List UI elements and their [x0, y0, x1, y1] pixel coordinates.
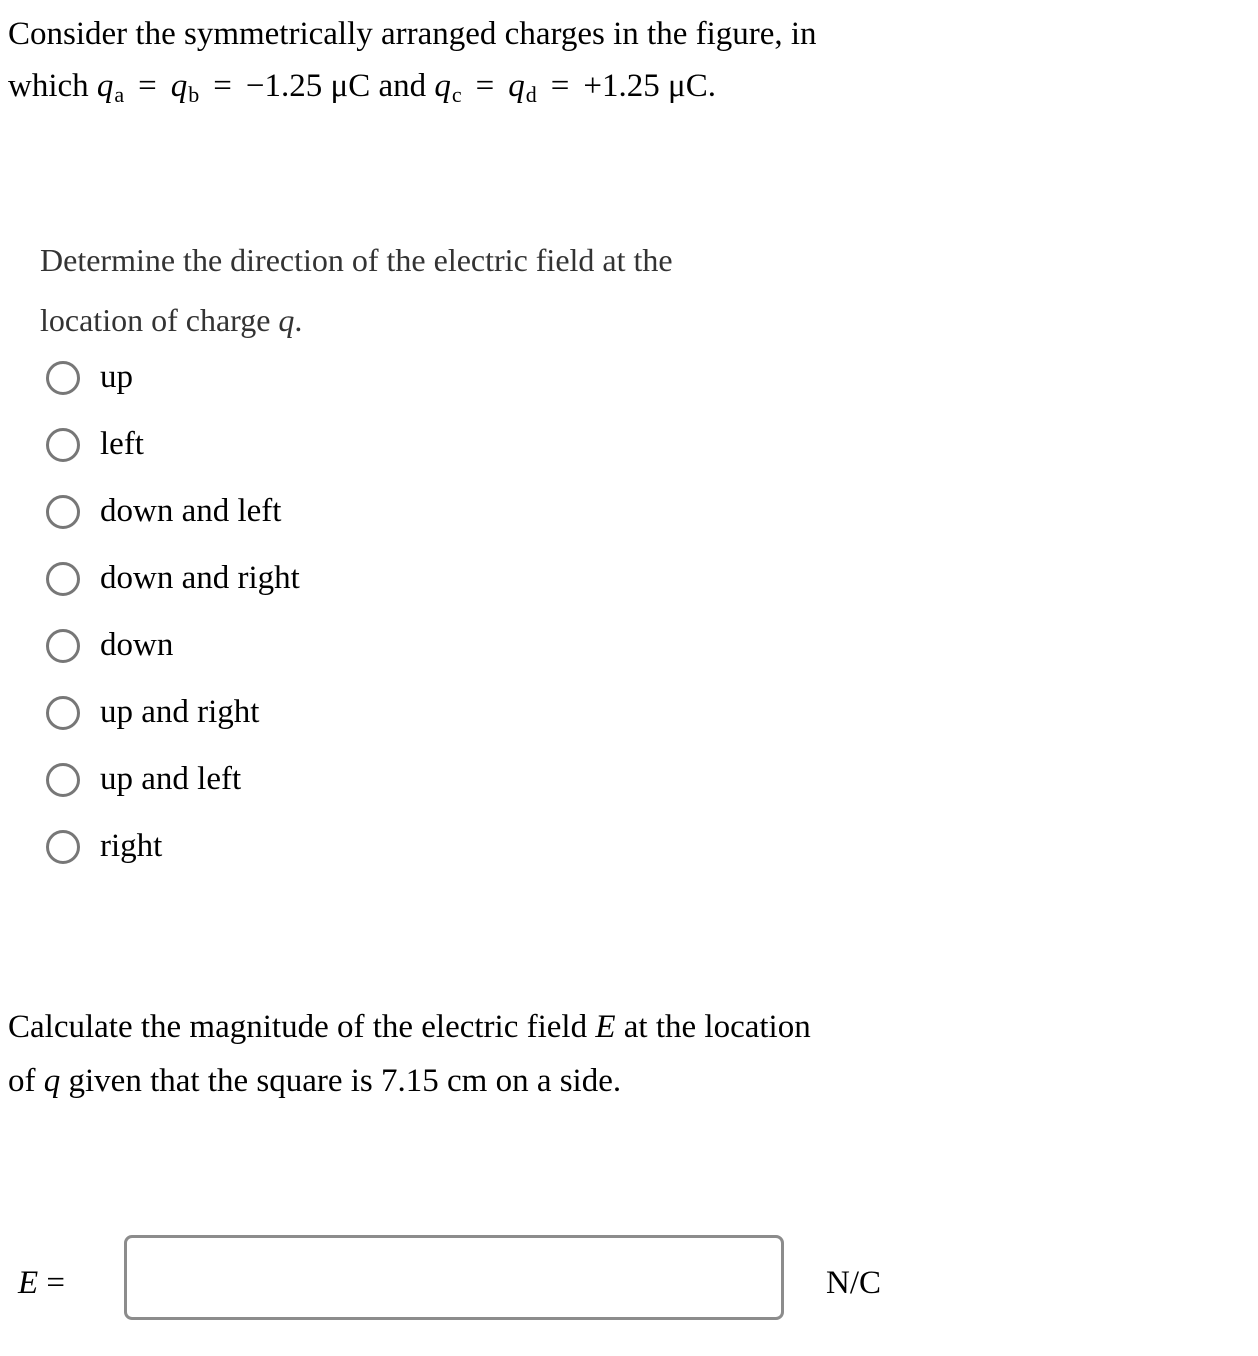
radio-button[interactable] — [46, 495, 80, 529]
answer-label — [18, 1258, 65, 1308]
question-line-1: Determine the direction of the electric field at the — [40, 242, 673, 278]
equals-sign: = — [138, 68, 157, 104]
option-label[interactable]: up — [100, 359, 133, 395]
e-symbol: E — [18, 1265, 39, 1301]
option-label[interactable]: right — [100, 828, 163, 864]
direction-options — [46, 344, 300, 880]
subscript-d: d — [525, 82, 537, 107]
which-text: which — [8, 68, 89, 104]
question-line-2-text: location of charge — [40, 302, 271, 338]
option-down-and-right[interactable] — [46, 545, 300, 612]
option-down-and-left[interactable] — [46, 478, 300, 545]
charge-qc — [434, 68, 462, 107]
option-label[interactable]: left — [100, 426, 144, 462]
calc-line-2 — [8, 1054, 908, 1108]
calc-line-1-pre: Calculate the magnitude of the electric field — [8, 1009, 588, 1045]
charge-qb — [170, 68, 200, 107]
option-left[interactable] — [46, 411, 300, 478]
option-label[interactable]: down — [100, 627, 174, 663]
problem-line-1: Consider the symmetrically arranged charges in the figure, in — [8, 16, 817, 52]
charge-qa — [96, 68, 125, 107]
option-label[interactable]: down and right — [100, 560, 300, 596]
calc-line-1-post: at the location — [623, 1009, 811, 1045]
unit-label: N/C — [826, 1265, 882, 1301]
e-symbol: E — [595, 1009, 616, 1045]
electric-field-input[interactable] — [124, 1235, 784, 1320]
question-line-2 — [40, 290, 800, 350]
subscript-b: b — [188, 82, 200, 107]
radio-button[interactable] — [46, 629, 80, 663]
and-text: and — [378, 68, 427, 104]
equals-sign: = — [475, 68, 495, 104]
radio-button[interactable] — [46, 428, 80, 462]
subscript-c: c — [451, 82, 462, 107]
q-symbol: q — [170, 68, 188, 104]
radio-button[interactable] — [46, 830, 80, 864]
of-text: of — [8, 1063, 36, 1099]
q-symbol: q — [434, 68, 451, 104]
option-up[interactable] — [46, 344, 300, 411]
equals-sign: = — [213, 68, 232, 104]
q-symbol: q — [508, 68, 525, 104]
option-label[interactable]: up and right — [100, 694, 260, 730]
option-down[interactable] — [46, 612, 300, 679]
problem-statement — [8, 8, 908, 121]
q-symbol: q — [96, 68, 114, 104]
positive-charge-value: +1.25 μC — [583, 68, 708, 104]
calc-line-2-post: given that the square is 7.15 cm on a side. — [68, 1063, 622, 1099]
direction-question — [40, 230, 800, 350]
option-up-and-right[interactable] — [46, 679, 300, 746]
option-label[interactable]: up and left — [100, 761, 242, 797]
radio-button[interactable] — [46, 562, 80, 596]
period: . — [294, 302, 303, 338]
q-symbol: q — [43, 1063, 61, 1099]
negative-charge-value: −1.25 μC — [245, 68, 371, 104]
radio-button[interactable] — [46, 763, 80, 797]
magnitude-question — [8, 1000, 908, 1108]
equals-sign: = — [46, 1265, 66, 1301]
option-up-and-left[interactable] — [46, 746, 300, 813]
option-label[interactable]: down and left — [100, 493, 282, 529]
calc-line-1 — [8, 1000, 908, 1054]
radio-button[interactable] — [46, 361, 80, 395]
radio-button[interactable] — [46, 696, 80, 730]
option-right[interactable] — [46, 813, 300, 880]
subscript-a: a — [114, 82, 125, 107]
problem-line-2 — [8, 60, 908, 121]
equals-sign: = — [550, 68, 570, 104]
period: . — [707, 68, 716, 104]
q-symbol: q — [278, 302, 295, 338]
charge-qd — [508, 68, 537, 107]
